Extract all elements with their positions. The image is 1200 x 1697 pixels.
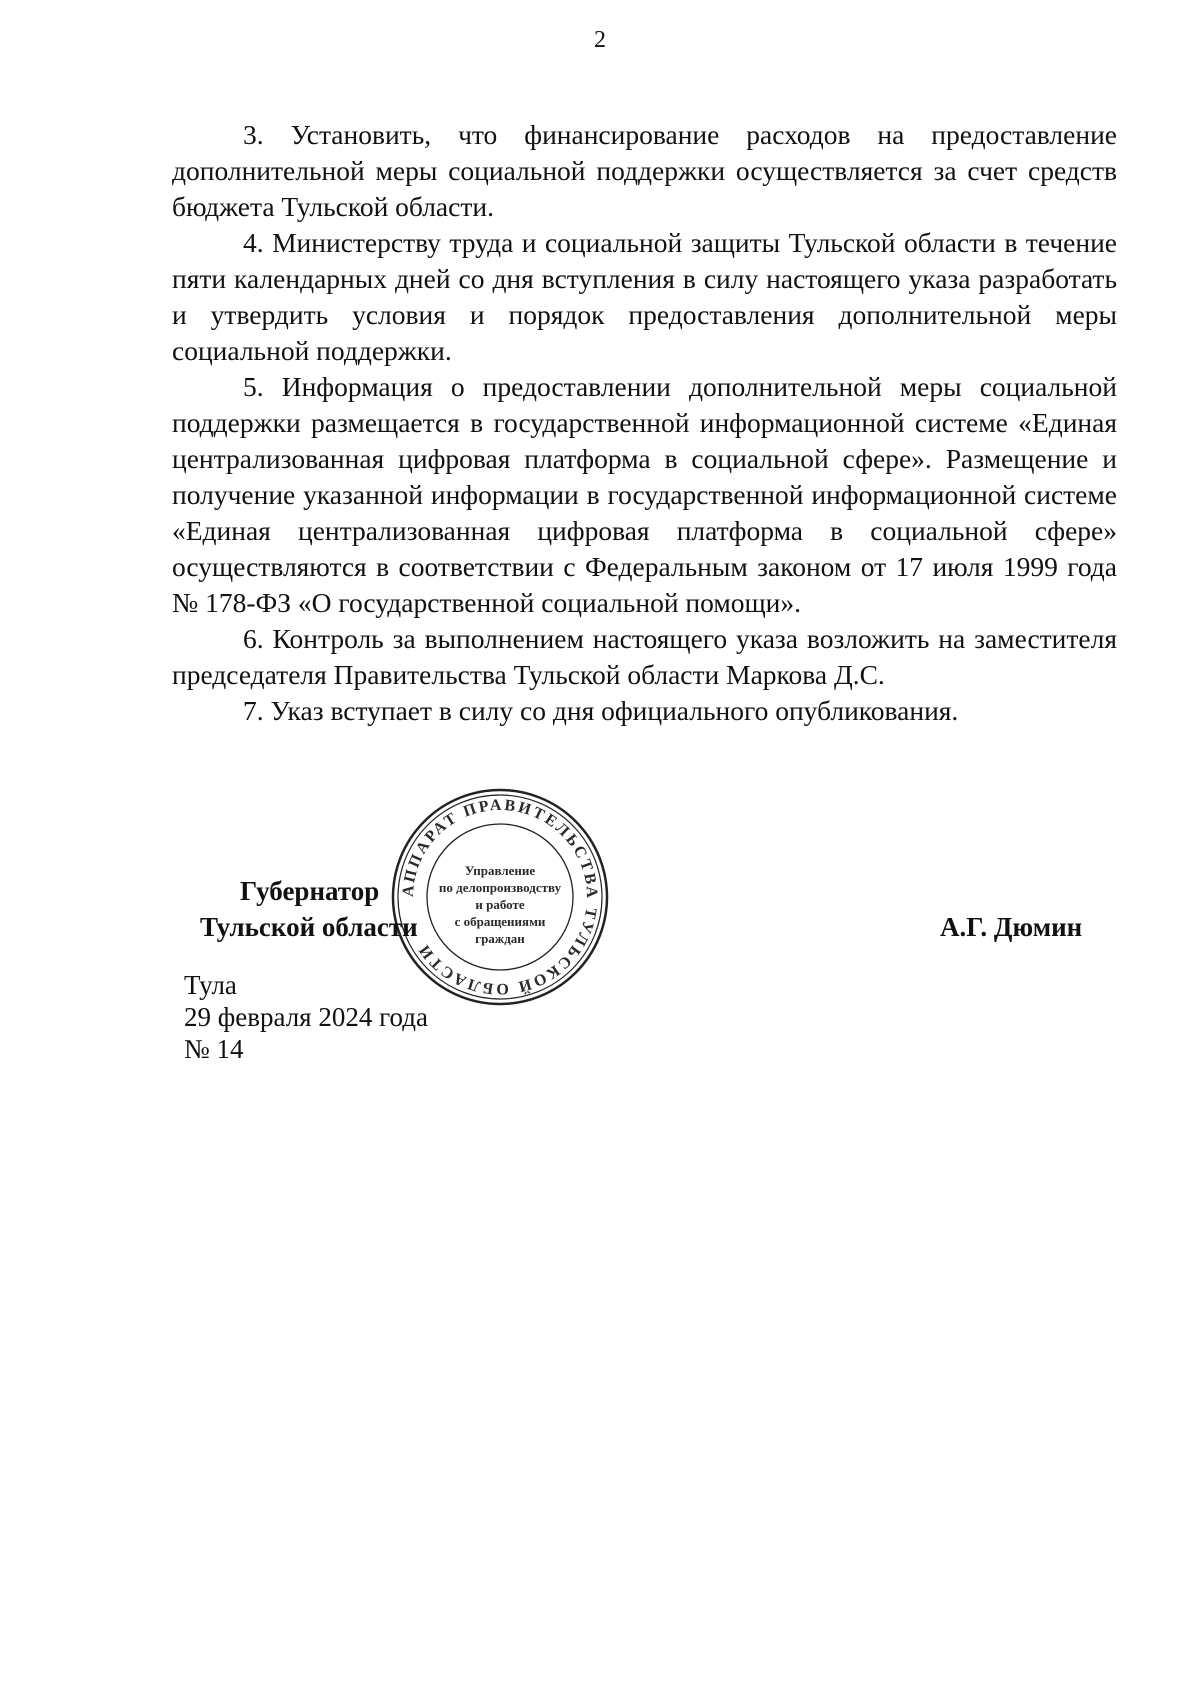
paragraph-5: 5. Информация о предоставлении дополнительной меры социальной поддержки размещается в государственной информационной системе «Единая централизованная цифровая платформа в социальной сфере». Размещение и получение указанной информации в государственной информационной системе «Единая централизованная цифровая платформа в социальной сфере» осуществляются в соответствии с Федеральным законом от 17 июля 1999 года № 178-ФЗ «О государственной социальной помощи».: [172, 371, 1117, 618]
stamp-line-3: и работе: [475, 897, 525, 912]
signatory-title-line1: Губернатор: [240, 876, 380, 906]
place-date-number: [184, 969, 428, 1065]
stamp-line-2: по делопроизводству: [438, 880, 562, 895]
paragraph-4: 4. Министерству труда и социальной защиты Тульской области в течение пяти календарных дней со дня вступления в силу настоящего указа разработать и утвердить условия и порядок предоставления дополнительной меры социальной поддержки.: [172, 227, 1117, 366]
page-number: 2: [594, 27, 606, 53]
paragraph-7: 7. Указ вступает в силу со дня официального опубликования.: [243, 695, 959, 726]
signatory-title-line2: Тульской области: [200, 912, 418, 942]
stamp-line-1: Управление: [464, 863, 536, 878]
place: Тула: [184, 970, 237, 1000]
stamp-line-5: граждан: [475, 931, 525, 946]
signatory-name: А.Г. Дюмин: [940, 912, 1083, 942]
document-number: № 14: [184, 1034, 244, 1064]
paragraph-6: 6. Контроль за выполнением настоящего указа возложить на заместителя председателя Правительства Тульской области Маркова Д.С.: [172, 623, 1117, 690]
paragraph-3: 3. Установить, что финансирование расходов на предоставление дополнительной меры социальной поддержки осуществляется за счет средств бюджета Тульской области.: [172, 119, 1117, 222]
stamp-ring-text: АППАРАТ ПРАВИТЕЛЬСТВА ТУЛЬСКОЙ ОБЛАСТИ: [399, 796, 601, 998]
document-body: [172, 117, 1117, 729]
document-date: 29 февраля 2024 года: [184, 1002, 428, 1032]
stamp-line-4: с обращениями: [454, 914, 546, 929]
